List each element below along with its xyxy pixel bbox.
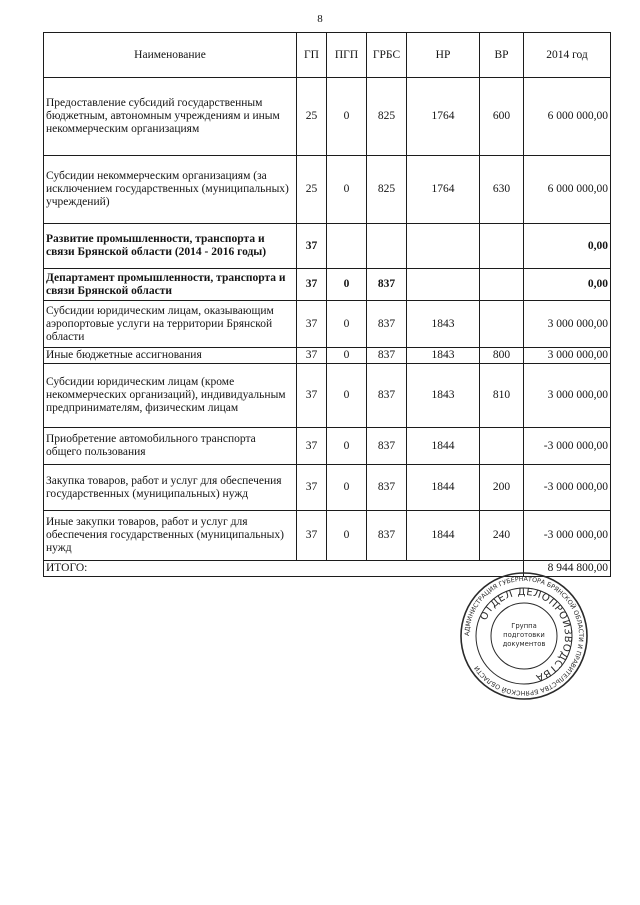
page-number: 8 bbox=[317, 13, 323, 25]
header-name: Наименование bbox=[44, 33, 297, 78]
row-grbs: 837 bbox=[367, 428, 407, 465]
row-gp: 37 bbox=[297, 348, 327, 364]
stamp-center-line: Группа bbox=[511, 622, 537, 630]
row-vr: 200 bbox=[480, 465, 524, 511]
row-grbs: 837 bbox=[367, 348, 407, 364]
row-grbs: 825 bbox=[367, 78, 407, 156]
row-grbs bbox=[367, 224, 407, 269]
stamp-center-line: документов bbox=[502, 640, 546, 648]
row-name: Предоставление субсидий государственным бюджетным, автономным учреждениям и иным некоммерческим организациям bbox=[44, 78, 297, 156]
table-row bbox=[44, 428, 611, 465]
stamp-outer-text: АДМИНИСТРАЦИЯ ГУБЕРНАТОРА БРЯНСКОЙ ОБЛАСТИ И ПРАВИТЕЛЬСТВА БРЯНСКОЙ ОБЛАСТИ bbox=[463, 575, 585, 697]
row-nr: 1843 bbox=[407, 348, 480, 364]
stamp-center-line: подготовки bbox=[503, 631, 545, 639]
row-amount: 3 000 000,00 bbox=[524, 364, 611, 428]
row-gp: 37 bbox=[297, 511, 327, 561]
row-grbs: 837 bbox=[367, 269, 407, 301]
row-nr: 1843 bbox=[407, 301, 480, 348]
row-nr bbox=[407, 269, 480, 301]
table-row bbox=[44, 465, 611, 511]
row-gp: 37 bbox=[297, 301, 327, 348]
row-name: Субсидии некоммерческим организациям (за исключением государственных (муниципальных) учреждений) bbox=[44, 156, 297, 224]
header-grbs: ГРБС bbox=[367, 33, 407, 78]
row-pgp: 0 bbox=[327, 428, 367, 465]
row-nr: 1764 bbox=[407, 78, 480, 156]
row-vr: 600 bbox=[480, 78, 524, 156]
row-amount: -3 000 000,00 bbox=[524, 428, 611, 465]
table-row bbox=[44, 301, 611, 348]
row-vr: 630 bbox=[480, 156, 524, 224]
header-nr: НР bbox=[407, 33, 480, 78]
row-amount: 6 000 000,00 bbox=[524, 156, 611, 224]
row-nr: 1843 bbox=[407, 364, 480, 428]
row-amount: -3 000 000,00 bbox=[524, 511, 611, 561]
row-pgp: 0 bbox=[327, 269, 367, 301]
row-name: Иные закупки товаров, работ и услуг для обеспечения государственных (муниципальных) нужд bbox=[44, 511, 297, 561]
budget-table bbox=[43, 32, 611, 577]
row-pgp: 0 bbox=[327, 465, 367, 511]
header-gp: ГП bbox=[297, 33, 327, 78]
row-pgp: 0 bbox=[327, 156, 367, 224]
row-name: Закупка товаров, работ и услуг для обеспечения государственных (муниципальных) нужд bbox=[44, 465, 297, 511]
total-amount: 8 944 800,00 bbox=[524, 561, 611, 577]
header-year: 2014 год bbox=[524, 33, 611, 78]
row-amount: 0,00 bbox=[524, 224, 611, 269]
row-grbs: 825 bbox=[367, 156, 407, 224]
row-gp: 37 bbox=[297, 224, 327, 269]
table-row bbox=[44, 78, 611, 156]
row-nr bbox=[407, 224, 480, 269]
stamp-dept-text: ОТДЕЛ ДЕЛОПРОИЗВОДСТВА bbox=[478, 586, 574, 684]
row-grbs: 837 bbox=[367, 511, 407, 561]
row-gp: 37 bbox=[297, 364, 327, 428]
row-nr: 1844 bbox=[407, 511, 480, 561]
header-vr: ВР bbox=[480, 33, 524, 78]
row-grbs: 837 bbox=[367, 465, 407, 511]
row-gp: 25 bbox=[297, 78, 327, 156]
table-row bbox=[44, 269, 611, 301]
header-pgp: ПГП bbox=[327, 33, 367, 78]
row-nr: 1844 bbox=[407, 428, 480, 465]
department-stamp bbox=[459, 571, 589, 701]
row-pgp bbox=[327, 224, 367, 269]
row-gp: 37 bbox=[297, 269, 327, 301]
row-amount: -3 000 000,00 bbox=[524, 465, 611, 511]
table-row bbox=[44, 224, 611, 269]
row-name: Приобретение автомобильного транспорта общего пользования bbox=[44, 428, 297, 465]
row-gp: 37 bbox=[297, 465, 327, 511]
row-vr bbox=[480, 301, 524, 348]
row-grbs: 837 bbox=[367, 364, 407, 428]
row-vr bbox=[480, 428, 524, 465]
row-pgp: 0 bbox=[327, 364, 367, 428]
row-pgp: 0 bbox=[327, 511, 367, 561]
table-row bbox=[44, 156, 611, 224]
table-row bbox=[44, 364, 611, 428]
row-amount: 0,00 bbox=[524, 269, 611, 301]
row-vr: 240 bbox=[480, 511, 524, 561]
row-gp: 25 bbox=[297, 156, 327, 224]
row-pgp: 0 bbox=[327, 348, 367, 364]
row-amount: 6 000 000,00 bbox=[524, 78, 611, 156]
row-name: Субсидии юридическим лицам, оказывающим аэропортовые услуги на территории Брянской области bbox=[44, 301, 297, 348]
table-row bbox=[44, 511, 611, 561]
row-pgp: 0 bbox=[327, 301, 367, 348]
row-grbs: 837 bbox=[367, 301, 407, 348]
row-name: Развитие промышленности, транспорта и связи Брянской области (2014 - 2016 годы) bbox=[44, 224, 297, 269]
row-nr: 1764 bbox=[407, 156, 480, 224]
row-vr: 810 bbox=[480, 364, 524, 428]
row-name: Департамент промышленности, транспорта и связи Брянской области bbox=[44, 269, 297, 301]
table-row bbox=[44, 348, 611, 364]
table-header-row bbox=[44, 33, 611, 78]
row-vr: 800 bbox=[480, 348, 524, 364]
row-name: Иные бюджетные ассигнования bbox=[44, 348, 297, 364]
row-vr bbox=[480, 269, 524, 301]
row-pgp: 0 bbox=[327, 78, 367, 156]
row-name: Субсидии юридическим лицам (кроме некоммерческих организаций), индивидуальным предпринимателям, физическим лицам bbox=[44, 364, 297, 428]
row-nr: 1844 bbox=[407, 465, 480, 511]
row-gp: 37 bbox=[297, 428, 327, 465]
total-label: ИТОГО: bbox=[44, 561, 524, 577]
row-amount: 3 000 000,00 bbox=[524, 348, 611, 364]
row-vr bbox=[480, 224, 524, 269]
row-amount: 3 000 000,00 bbox=[524, 301, 611, 348]
